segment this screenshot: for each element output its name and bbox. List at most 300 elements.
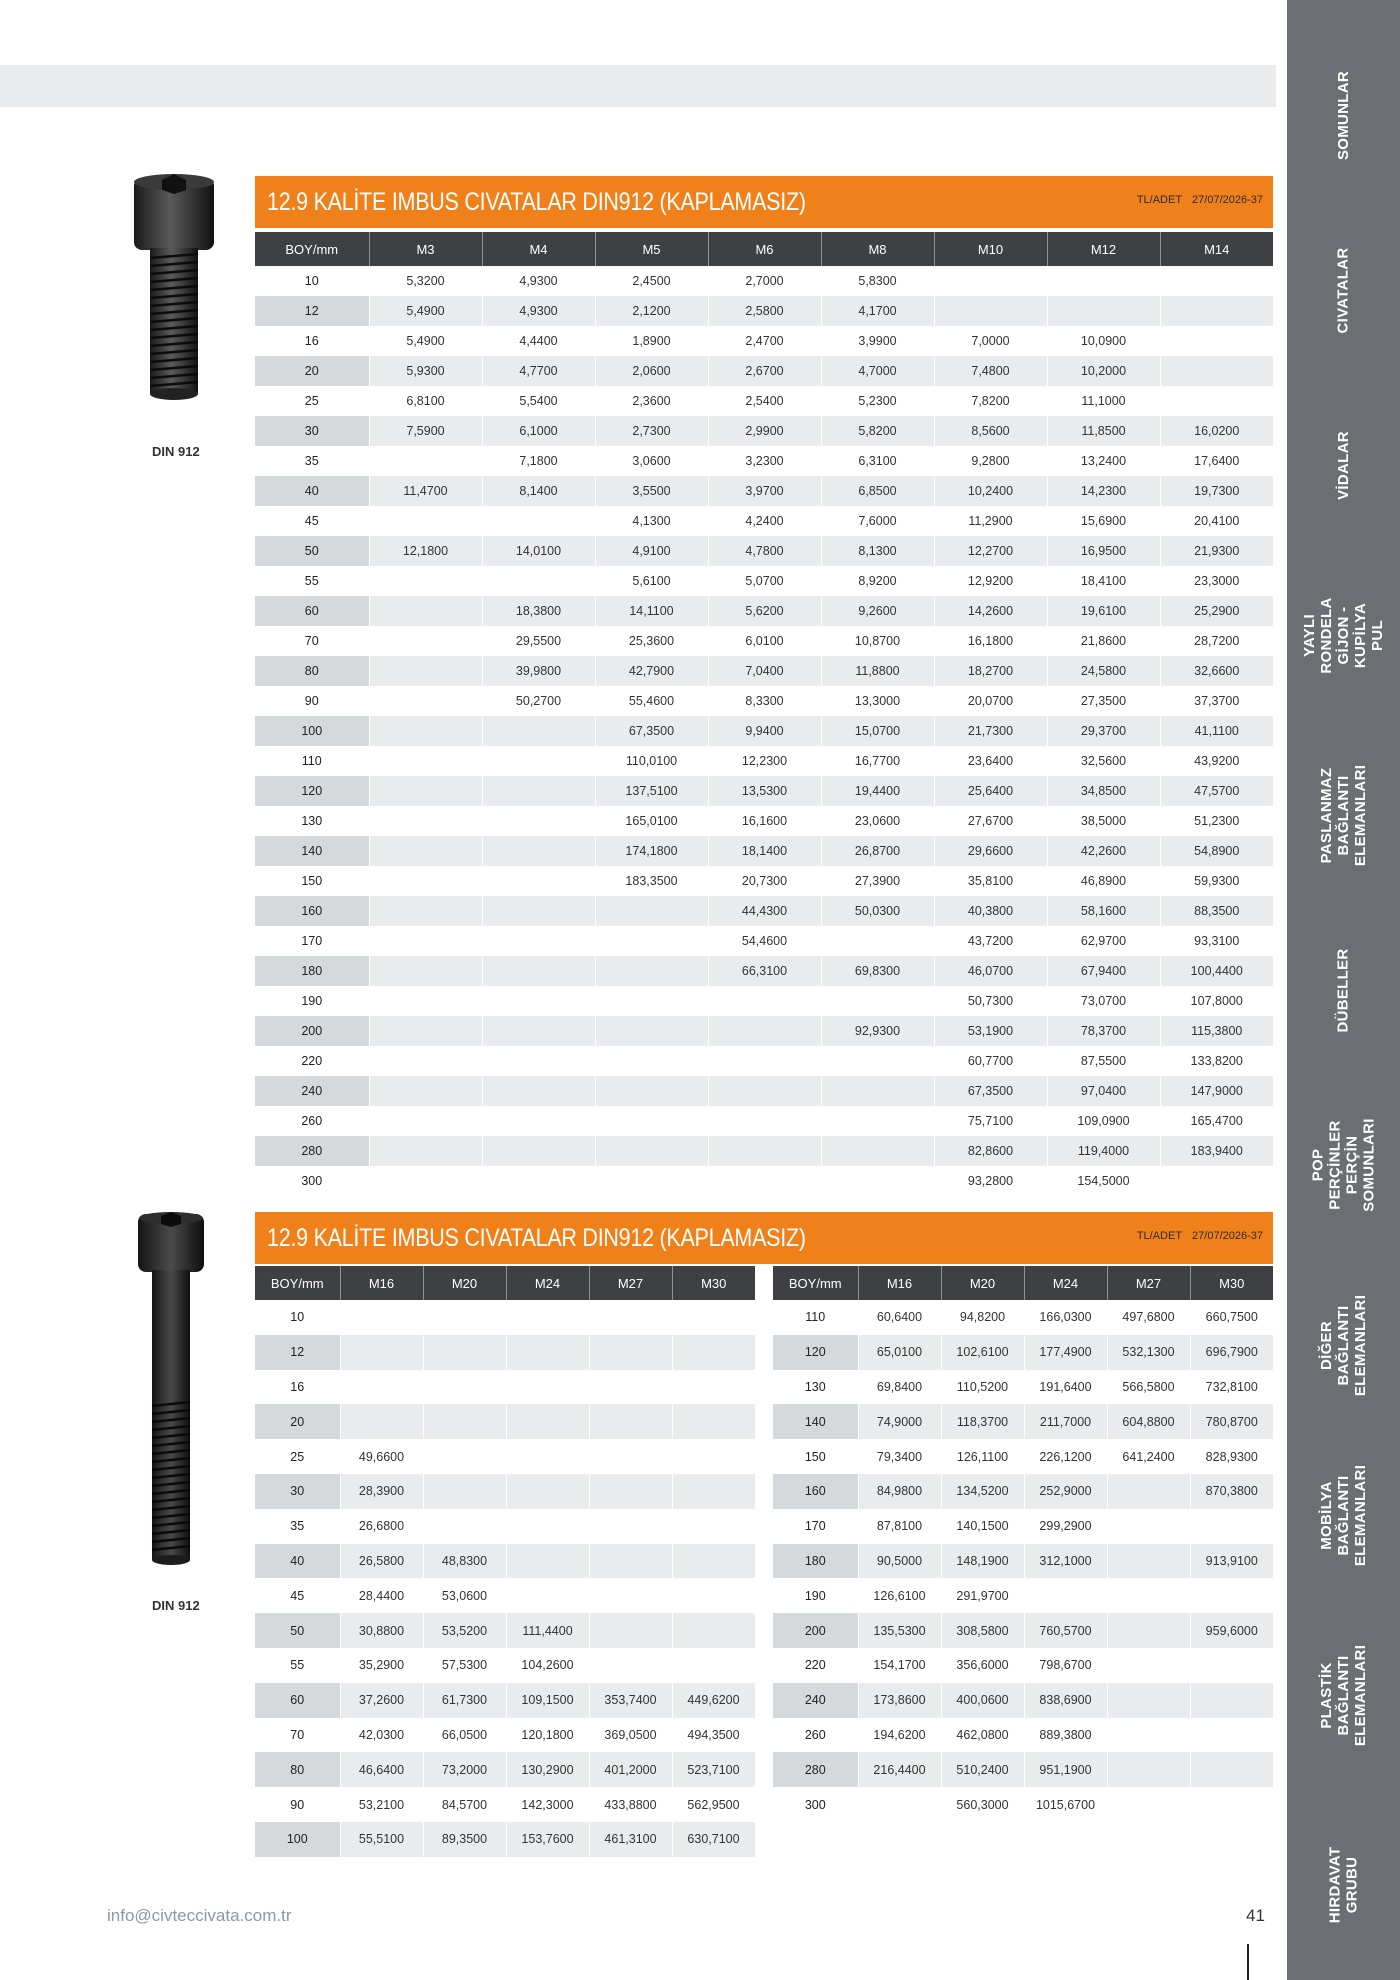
price-cell: 23,0600: [821, 806, 934, 836]
price-cell: 2,1200: [595, 296, 708, 326]
price-cell: 74,9000: [858, 1404, 941, 1439]
table-row: [255, 986, 1273, 1016]
price-table-m16-m30-part1: [255, 1266, 756, 1857]
price-cell: 137,5100: [595, 776, 708, 806]
length-cell: 20: [255, 356, 369, 386]
length-cell: 30: [255, 416, 369, 446]
price-cell: [506, 1509, 589, 1544]
price-cell: 6,1000: [482, 416, 595, 446]
table-row: [255, 1300, 755, 1335]
table-row: [255, 1136, 1273, 1166]
category-sidebar: [1287, 0, 1400, 1980]
price-cell: [821, 926, 934, 956]
table-row: [255, 1439, 755, 1474]
price-cell: [1107, 1474, 1190, 1509]
price-cell: [672, 1613, 755, 1648]
sidebar-item-label: PASLANMAZ BAĞLANTI ELEMANLARI: [1317, 764, 1369, 866]
price-cell: 21,7300: [934, 716, 1047, 746]
length-cell: 180: [255, 956, 369, 986]
length-cell: 300: [773, 1787, 858, 1822]
price-cell: 760,5700: [1024, 1613, 1107, 1648]
length-cell: 280: [773, 1752, 858, 1787]
table-header-row: [255, 1266, 755, 1300]
table-row: [255, 1787, 755, 1822]
price-cell: [1190, 1752, 1273, 1787]
price-cell: [672, 1509, 755, 1544]
length-cell: 130: [773, 1370, 858, 1405]
price-cell: 48,8300: [423, 1544, 506, 1579]
sidebar-item-label: VİDALAR: [1334, 430, 1352, 500]
price-cell: 5,2300: [821, 386, 934, 416]
table-row: [255, 296, 1273, 326]
price-cell: 58,1600: [1047, 896, 1160, 926]
length-cell: 280: [255, 1136, 369, 1166]
footer-email[interactable]: info@civteccivata.com.tr: [107, 1906, 292, 1925]
table-row: [773, 1752, 1273, 1787]
price-cell: 732,8100: [1205, 1379, 1258, 1394]
socket-head-screw-image: [128, 172, 220, 404]
price-cell: 308,5800: [941, 1613, 1024, 1648]
price-cell: [423, 1509, 506, 1544]
price-cell: [672, 1544, 755, 1579]
price-cell: 173,8600: [858, 1683, 941, 1718]
price-cell: 10,2000: [1047, 356, 1160, 386]
length-cell: 45: [255, 506, 369, 536]
product-label: DIN 912: [152, 1598, 200, 1613]
price-cell: 19,4400: [821, 776, 934, 806]
price-cell: 11,1000: [1047, 386, 1160, 416]
price-cell: [595, 986, 708, 1016]
price-cell: 194,6200: [858, 1718, 941, 1753]
length-cell: 30: [255, 1474, 340, 1509]
price-cell: 79,3400: [858, 1439, 941, 1474]
length-cell: 12: [255, 296, 369, 326]
column-header-size: M4: [482, 232, 595, 266]
price-cell: 88,3500: [1160, 896, 1273, 926]
table-row: [255, 626, 1273, 656]
table-row: [255, 1578, 755, 1613]
price-cell: 10,0900: [1047, 326, 1160, 356]
sidebar-item-civatalar[interactable]: [1287, 215, 1400, 365]
price-cell: 26,5800: [340, 1544, 423, 1579]
price-cell: 20,0700: [934, 686, 1047, 716]
price-cell: 17,6400: [1194, 454, 1240, 468]
sidebar-item-label: MOBİLYA BAĞLANTI ELEMANLARI: [1318, 1464, 1369, 1566]
table-row: [773, 1578, 1273, 1613]
price-cell: 2,3600: [595, 386, 708, 416]
price-cell: [369, 836, 482, 866]
price-cell: 10,8700: [821, 626, 934, 656]
table-row: [255, 656, 1273, 686]
length-cell: 110: [773, 1300, 858, 1335]
table-row: [255, 1106, 1273, 1136]
price-cell: 211,7000: [1024, 1404, 1107, 1439]
price-cell: 16,7700: [821, 746, 934, 776]
length-cell: 240: [255, 1076, 369, 1106]
price-cell: [1160, 326, 1273, 356]
price-cell: [369, 776, 482, 806]
price-cell: 5,5400: [482, 386, 595, 416]
length-cell: 60: [255, 1683, 340, 1718]
price-cell: 40,3800: [934, 896, 1047, 926]
price-cell: [506, 1335, 589, 1370]
price-cell: 166,0300: [1024, 1300, 1107, 1335]
price-cell: 87,8100: [858, 1509, 941, 1544]
price-cell: [672, 1404, 755, 1439]
price-cell: [423, 1439, 506, 1474]
price-cell: [708, 1136, 821, 1166]
price-cell: 69,8300: [821, 956, 934, 986]
price-cell: 142,3000: [506, 1787, 589, 1822]
price-cell: 838,6900: [1024, 1683, 1107, 1718]
price-cell: [1160, 296, 1273, 326]
table-row: [255, 866, 1273, 896]
table-row: [255, 1076, 1273, 1106]
length-cell: 60: [255, 596, 369, 626]
length-cell: 120: [773, 1335, 858, 1370]
price-cell: 401,2000: [589, 1752, 672, 1787]
price-cell: 641,2400: [1107, 1439, 1190, 1474]
price-cell: [821, 1106, 934, 1136]
price-cell: 28,3900: [340, 1474, 423, 1509]
table-row: [255, 596, 1273, 626]
length-cell: 55: [255, 1648, 340, 1683]
sidebar-item-dubeller[interactable]: [1287, 915, 1400, 1065]
price-cell: [482, 806, 595, 836]
price-cell: 9,2800: [934, 446, 1047, 476]
sidebar-item-paslanmaz[interactable]: [1287, 740, 1400, 890]
price-cell: [506, 1544, 589, 1579]
price-cell: [589, 1370, 672, 1405]
price-cell: 951,1900: [1024, 1752, 1107, 1787]
price-cell: 870,3800: [1190, 1474, 1273, 1509]
sidebar-item-mobilya-baglanti[interactable]: [1287, 1440, 1400, 1590]
price-cell: 660,7500: [1205, 1310, 1258, 1325]
price-cell: [340, 1300, 423, 1335]
price-cell: 2,9900: [708, 416, 821, 446]
price-cell: [482, 1076, 595, 1106]
price-cell: 11,2900: [934, 506, 1047, 536]
table-row: [773, 1335, 1273, 1370]
sidebar-item-plastik-baglanti[interactable]: [1287, 1620, 1400, 1770]
price-unit: TL/ADET: [1136, 1230, 1183, 1242]
price-cell: 4,7800: [708, 536, 821, 566]
table-row: [773, 1787, 1273, 1822]
price-cell: 400,0600: [941, 1683, 1024, 1718]
table-row: [255, 1370, 755, 1405]
price-cell: 87,5500: [1047, 1046, 1160, 1076]
price-cell: 38,5000: [1047, 806, 1160, 836]
price-cell: [672, 1648, 755, 1683]
table-row: [255, 956, 1273, 986]
price-cell: [821, 1076, 934, 1106]
sidebar-item-label: DİĞER BAĞLANTI ELEMANLARI: [1318, 1294, 1369, 1396]
table-row: [255, 686, 1273, 716]
price-cell: 566,5800: [1107, 1370, 1190, 1405]
price-cell: [423, 1404, 506, 1439]
table-row: [773, 1718, 1273, 1753]
price-cell: 6,3100: [821, 446, 934, 476]
table-row: [255, 1404, 755, 1439]
price-cell: 16,1800: [934, 626, 1047, 656]
table-row: [255, 836, 1273, 866]
table-row: [773, 1474, 1273, 1509]
price-cell: 78,3700: [1047, 1016, 1160, 1046]
price-cell: [369, 866, 482, 896]
price-cell: 8,1400: [482, 476, 595, 506]
price-cell: 49,6600: [340, 1439, 423, 1474]
table-row: [773, 1404, 1273, 1439]
table-row: [255, 806, 1273, 836]
price-cell: 26,6800: [340, 1509, 423, 1544]
price-cell: [1190, 1578, 1273, 1613]
price-cell: [506, 1474, 589, 1509]
price-cell: 165,0100: [595, 806, 708, 836]
table-row: [773, 1370, 1273, 1405]
length-cell: 25: [255, 1439, 340, 1474]
price-cell: 65,0100: [858, 1335, 941, 1370]
column-header-size: M16: [858, 1266, 941, 1300]
column-header-size: M16: [340, 1266, 423, 1300]
price-cell: [821, 1046, 934, 1076]
price-cell: [708, 1166, 821, 1196]
price-cell: 4,9100: [595, 536, 708, 566]
sidebar-item-vidalar[interactable]: [1287, 390, 1400, 540]
price-cell: [482, 716, 595, 746]
price-cell: [369, 1166, 482, 1196]
price-cell: 23,3000: [1194, 574, 1240, 588]
price-cell: 14,0100: [482, 536, 595, 566]
table-row: [773, 1683, 1273, 1718]
price-cell: 73,0700: [1047, 986, 1160, 1016]
price-cell: [672, 1300, 755, 1335]
price-cell: [595, 1076, 708, 1106]
sidebar-item-yayli-rondela[interactable]: [1287, 560, 1400, 710]
price-cell: 11,8800: [821, 656, 934, 686]
price-cell: 29,3700: [1047, 716, 1160, 746]
price-cell: 6,0100: [708, 626, 821, 656]
price-cell: [369, 1136, 482, 1166]
price-cell: [1160, 1166, 1273, 1196]
price-cell: [595, 1016, 708, 1046]
price-cell: 28,4400: [340, 1578, 423, 1613]
price-cell: [369, 956, 482, 986]
price-cell: 54,4600: [708, 926, 821, 956]
price-cell: [369, 806, 482, 836]
price-cell: 43,7200: [934, 926, 1047, 956]
price-cell: 510,2400: [941, 1752, 1024, 1787]
column-header-length: BOY/mm: [255, 232, 369, 266]
price-cell: 4,9300: [482, 296, 595, 326]
price-cell: 42,2600: [1047, 836, 1160, 866]
table-header-row: [773, 1266, 1273, 1300]
price-cell: [482, 746, 595, 776]
table-row: [255, 1509, 755, 1544]
length-cell: 200: [773, 1613, 858, 1648]
price-cell: 84,9800: [858, 1474, 941, 1509]
price-cell: 252,9000: [1024, 1474, 1107, 1509]
price-cell: 59,9300: [1194, 874, 1240, 888]
price-cell: 25,3600: [595, 626, 708, 656]
price-cell: 2,0600: [595, 356, 708, 386]
price-cell: 109,1500: [506, 1683, 589, 1718]
length-cell: 140: [255, 836, 369, 866]
price-cell: 532,1300: [1107, 1335, 1190, 1370]
length-cell: 50: [255, 1613, 340, 1648]
length-cell: 200: [255, 1016, 369, 1046]
price-cell: [340, 1370, 423, 1405]
sidebar-item-somunlar[interactable]: [1287, 40, 1400, 190]
price-cell: [369, 566, 482, 596]
price-cell: 20,7300: [708, 866, 821, 896]
price-cell: 92,9300: [821, 1016, 934, 1046]
price-cell: [423, 1300, 506, 1335]
price-cell: 18,4100: [1047, 566, 1160, 596]
price-cell: 93,2800: [934, 1166, 1047, 1196]
price-cell: 2,7000: [708, 266, 821, 296]
table-row: [773, 1509, 1273, 1544]
price-cell: 16,1600: [708, 806, 821, 836]
price-cell: [506, 1370, 589, 1405]
length-cell: 20: [255, 1404, 340, 1439]
table-row: [255, 1335, 755, 1370]
price-cell: 18,3800: [482, 596, 595, 626]
price-cell: 57,5300: [423, 1648, 506, 1683]
price-cell: 130,2900: [506, 1752, 589, 1787]
sidebar-item-hirdavat-grubu[interactable]: [1287, 1810, 1400, 1960]
price-cell: 53,5200: [423, 1613, 506, 1648]
table-row: [773, 1300, 1273, 1335]
price-cell: 7,8200: [934, 386, 1047, 416]
table-row: [255, 1683, 755, 1718]
price-cell: [482, 896, 595, 926]
price-cell: [506, 1404, 589, 1439]
price-cell: 82,8600: [934, 1136, 1047, 1166]
length-cell: 140: [773, 1404, 858, 1439]
price-cell: 41,1100: [1160, 716, 1273, 746]
price-cell: 191,6400: [1024, 1370, 1107, 1405]
price-cell: 12,9200: [934, 566, 1047, 596]
price-cell: 43,9200: [1194, 754, 1240, 768]
price-cell: 53,0600: [423, 1578, 506, 1613]
sidebar-item-pop-percinler[interactable]: [1287, 1090, 1400, 1240]
length-cell: 160: [255, 896, 369, 926]
price-cell: 3,5500: [595, 476, 708, 506]
price-cell: [1190, 1683, 1273, 1718]
price-table-m16-m30-part2: [773, 1266, 1273, 1822]
table-row: [255, 566, 1273, 596]
price-date: 27/07/2026-37: [1192, 1230, 1263, 1242]
price-cell: [589, 1439, 672, 1474]
price-cell: 433,8800: [589, 1787, 672, 1822]
sidebar-item-diger-baglanti[interactable]: [1287, 1270, 1400, 1420]
price-cell: [821, 986, 934, 1016]
page-divider: [1247, 1944, 1249, 1980]
price-cell: 5,8200: [821, 416, 934, 446]
price-cell: 134,5200: [941, 1474, 1024, 1509]
column-header-size: M27: [1107, 1266, 1190, 1300]
price-cell: 37,2600: [340, 1683, 423, 1718]
price-cell: 46,0700: [934, 956, 1047, 986]
price-cell: [506, 1578, 589, 1613]
price-cell: [934, 266, 1047, 296]
length-cell: 35: [255, 446, 369, 476]
price-cell: 889,3800: [1024, 1718, 1107, 1753]
price-cell: [369, 716, 482, 746]
price-cell: 44,4300: [708, 896, 821, 926]
price-cell: [589, 1509, 672, 1544]
column-header-length: BOY/mm: [773, 1266, 858, 1300]
price-table-m3-m14: [255, 232, 1273, 1196]
price-cell: [369, 446, 482, 476]
price-cell: [369, 746, 482, 776]
price-cell: 75,7100: [934, 1106, 1047, 1136]
sidebar-item-label: HIRDAVAT GRUBU: [1326, 1846, 1361, 1924]
price-cell: 299,2900: [1024, 1509, 1107, 1544]
price-cell: 10,2400: [934, 476, 1047, 506]
price-cell: 119,4000: [1047, 1136, 1160, 1166]
price-cell: 9,9400: [708, 716, 821, 746]
length-cell: 45: [255, 1578, 340, 1613]
length-cell: 240: [773, 1683, 858, 1718]
sidebar-item-label: YAYLI RONDELA GİJON - KUPİLYA PUL: [1301, 596, 1386, 674]
price-cell: 7,1800: [482, 446, 595, 476]
price-cell: 7,0400: [708, 656, 821, 686]
price-cell: 19,7300: [1160, 476, 1273, 506]
price-cell: 5,6100: [595, 566, 708, 596]
price-cell: 828,9300: [1205, 1449, 1258, 1464]
table-row: [255, 716, 1273, 746]
price-cell: [369, 1076, 482, 1106]
price-cell: [1190, 1509, 1273, 1544]
price-cell: [708, 1046, 821, 1076]
price-cell: 2,7300: [595, 416, 708, 446]
table-row: [255, 896, 1273, 926]
price-cell: 50,7300: [934, 986, 1047, 1016]
price-cell: 11,8500: [1047, 416, 1160, 446]
price-cell: [369, 986, 482, 1016]
price-cell: 153,7600: [506, 1822, 589, 1857]
page-number: 41: [1246, 1906, 1265, 1925]
price-cell: 16,0200: [1160, 416, 1273, 446]
price-cell: 7,0000: [934, 326, 1047, 356]
table-row: [255, 1718, 755, 1753]
price-cell: 4,1700: [821, 296, 934, 326]
price-cell: 216,4400: [858, 1752, 941, 1787]
price-cell: 148,1900: [941, 1544, 1024, 1579]
length-cell: 180: [773, 1544, 858, 1579]
column-header-length: BOY/mm: [255, 1266, 340, 1300]
table-row: [255, 326, 1273, 356]
price-cell: 462,0800: [941, 1718, 1024, 1753]
price-cell: 449,6200: [672, 1683, 755, 1718]
price-cell: 5,0700: [708, 566, 821, 596]
column-header-size: M27: [589, 1266, 672, 1300]
price-cell: [1047, 296, 1160, 326]
price-cell: [595, 1046, 708, 1076]
price-cell: 50,0300: [821, 896, 934, 926]
price-cell: [821, 1136, 934, 1166]
price-cell: 780,8700: [1190, 1404, 1273, 1439]
price-cell: 4,7000: [821, 356, 934, 386]
price-cell: 62,9700: [1047, 926, 1160, 956]
length-cell: 160: [773, 1474, 858, 1509]
price-cell: [672, 1370, 755, 1405]
price-cell: 60,7700: [934, 1046, 1047, 1076]
price-cell: [482, 866, 595, 896]
price-cell: [482, 956, 595, 986]
length-cell: 150: [255, 866, 369, 896]
